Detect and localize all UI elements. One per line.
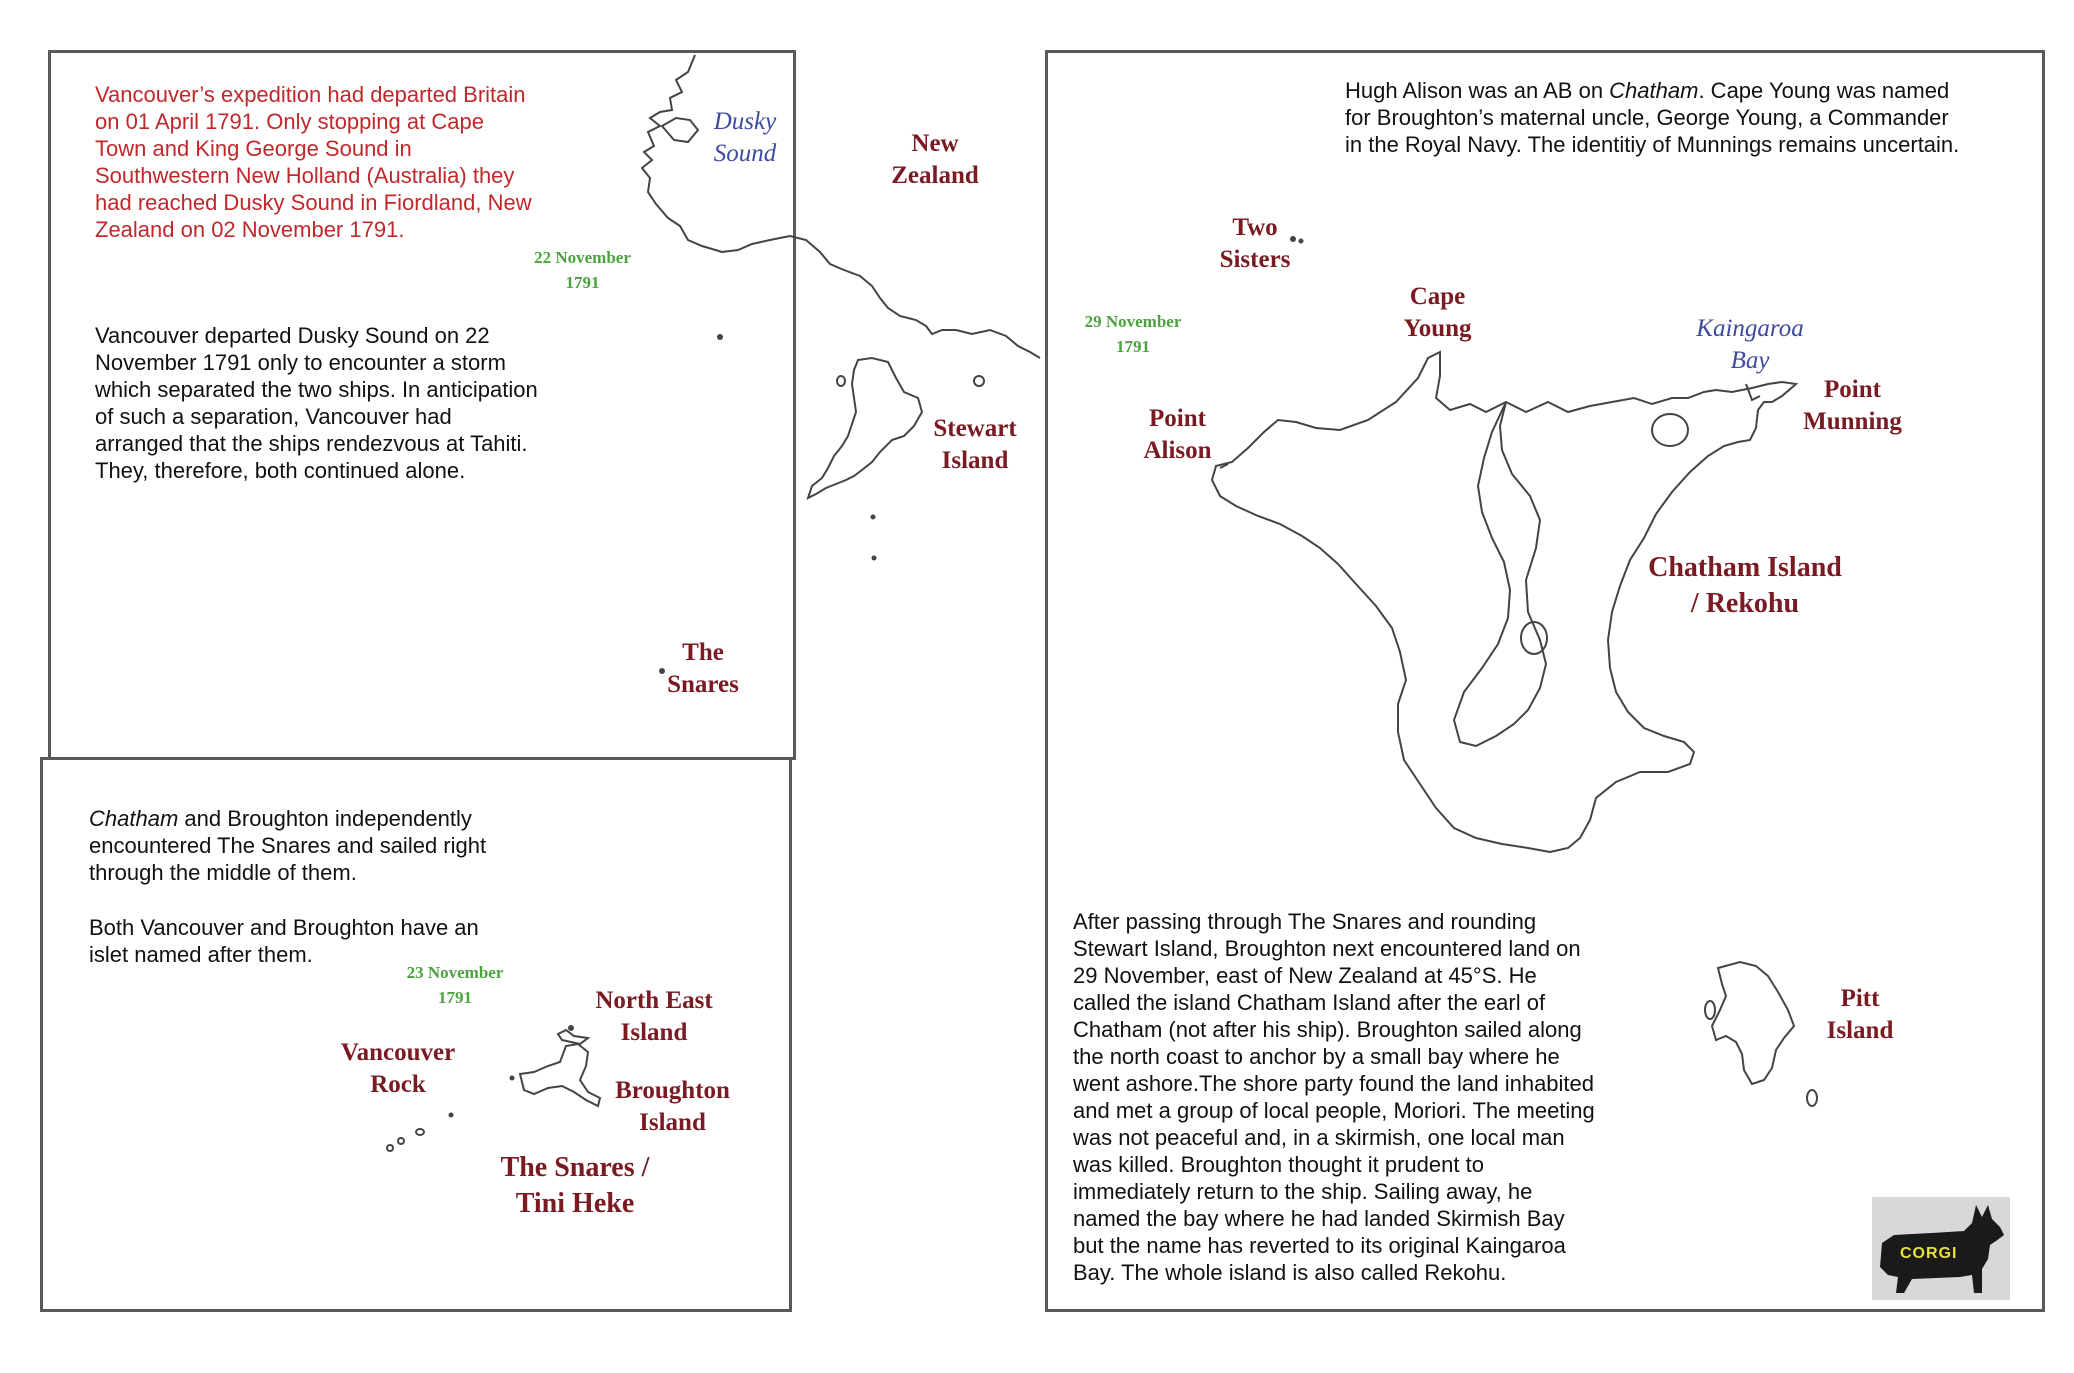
chatham-note	[1345, 77, 1959, 158]
nz-coastline	[642, 55, 1040, 358]
north-east-island-label: North East Island	[595, 987, 713, 1046]
stewart-island-outline	[808, 358, 922, 498]
vancouver-rock-label: Vancouver Rock	[340, 1039, 456, 1098]
kaingaroa-bay-label: Kaingaroa Bay	[1696, 315, 1804, 374]
cape-young-label: Cape Young	[1403, 283, 1472, 342]
the-snares-label: The Snares	[667, 639, 739, 698]
corgi-logo	[1872, 1197, 2010, 1300]
chatham-note-part-1: Hugh Alison was an AB on	[1345, 78, 1610, 103]
te-whanga-lagoon	[1454, 402, 1546, 746]
departure-date: 22 November 1791	[534, 248, 631, 292]
chatham-story: After passing through The Snares and rounding Stewart Island, Broughton next encountered land on 29 November, east of New Zealand at 45°S. He called the island Chatham Island after the earl of Chatham (not after his ship). Broughton sailed along the north coast to anchor by a small bay where he went ashore.The shore party found the land inhabited and met a group of local people, Moriori. The meeting was not peaceful and, in a skirmish, one local man was killed. Broughton thought it prudent to immediately return to the ship. Sailing away, he named the bay where he had landed Skirmish Bay but the name has reverted to its original Kaingaroa Bay. The whole island is also called Rekohu.	[1073, 909, 1595, 1285]
snares-date: 23 November 1791	[406, 963, 504, 1007]
ship-name-chatham-2: Chatham	[1609, 78, 1699, 103]
point-alison-label: Point Alison	[1143, 405, 1212, 464]
chatham-note-part-2: . Cape Young was named for Broughton’s maternal uncle, George Young, a Commander in the Royal Navy. The identitiy of Munnings remains uncertain.	[1345, 78, 1960, 157]
snares-text-1	[89, 805, 486, 886]
snares-title-label: The Snares / Tini Heke	[500, 1152, 650, 1219]
pitt-island-outline	[1712, 962, 1794, 1084]
chatham-island-label: Chatham Island / Rekohu	[1648, 552, 1842, 619]
snares-text-2: Both Vancouver and Broughton have an islet named after them.	[89, 915, 479, 967]
new-zealand-label: New Zealand	[891, 130, 979, 189]
intro-text: Vancouver’s expedition had departed Britain on 01 April 1791. Only stopping at Cape Town and King George Sound in Southwestern New Holland (Australia) they had reached Dusky Sound in Fiordland, New Zealand on 02 November 1791.	[95, 82, 532, 242]
broughton-island-outline	[520, 1044, 600, 1106]
pitt-island-label: Pitt Island	[1826, 985, 1894, 1044]
point-munning-label: Point Munning	[1803, 376, 1902, 435]
ship-name-chatham: Chatham	[89, 806, 179, 831]
logo-text: CORGI	[1900, 1245, 1958, 1262]
snares-text-1-body: and Broughton independently encountered The Snares and sailed right through the middle of them.	[89, 806, 487, 885]
two-sisters-label: Two Sisters	[1219, 214, 1291, 273]
dusky-sound-label: Dusky Sound	[713, 108, 777, 167]
departure-text: Vancouver departed Dusky Sound on 22 November 1791 only to encounter a storm which separated the two ships. In anticipation of such a separation, Vancouver had arranged that the ships rendezvous at Tahiti. They, therefore, both continued alone.	[95, 323, 538, 483]
stewart-island-label: Stewart Island	[933, 415, 1017, 474]
chatham-date: 29 November 1791	[1084, 312, 1182, 356]
dusky-sound-islands	[662, 118, 698, 142]
broughton-island-label: Broughton Island	[615, 1077, 730, 1136]
